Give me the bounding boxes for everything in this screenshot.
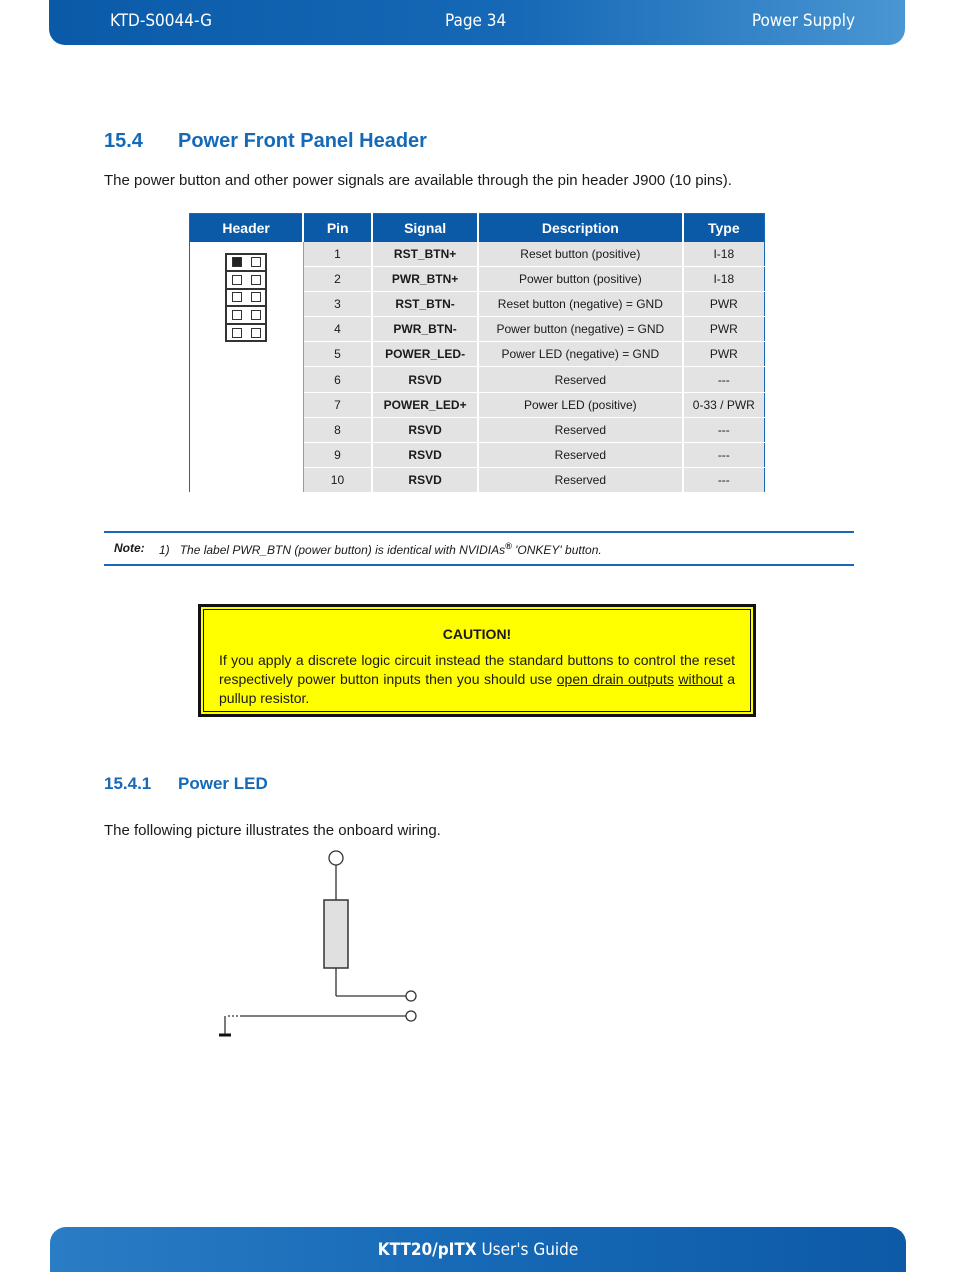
pin-1-square	[232, 257, 242, 267]
guide-label: User's Guide	[476, 1240, 579, 1260]
description-cell: Reset button (negative) = GND	[478, 292, 683, 317]
page-header	[49, 0, 905, 45]
resistor	[324, 900, 348, 968]
product-name: KTT20/pITX	[377, 1240, 477, 1260]
pin-table	[189, 213, 765, 493]
signal-cell: RST_BTN-	[372, 292, 478, 317]
caution-underline-1: open drain outputs	[556, 671, 674, 687]
pin-5-square	[232, 292, 242, 302]
pin-cell: 9	[303, 442, 372, 467]
subsection-heading	[104, 774, 268, 794]
top-terminal	[329, 851, 343, 865]
pin-cell: 8	[303, 417, 372, 442]
col-type: Type	[683, 214, 765, 242]
subsection-number: 15.4.1	[104, 774, 152, 793]
pin-cell: 5	[303, 342, 372, 367]
led-plus-terminal	[406, 991, 416, 1001]
subsection-text: The following picture illustrates the onboard wiring.	[104, 822, 441, 839]
note-label: Note:	[114, 541, 145, 555]
caution-box	[198, 604, 756, 717]
pin-4-square	[251, 275, 261, 285]
registered-mark: ®	[505, 541, 512, 551]
pin-cell: 1	[303, 242, 372, 267]
type-cell: I-18	[683, 267, 765, 292]
signal-cell: RSVD	[372, 442, 478, 467]
table-header-row	[190, 214, 765, 242]
led-minus-terminal	[406, 1011, 416, 1021]
pin-6-square	[251, 292, 261, 302]
type-cell: ---	[683, 417, 765, 442]
description-cell: Power LED (negative) = GND	[478, 342, 683, 367]
pin-cell: 7	[303, 392, 372, 417]
signal-cell: PWR_BTN-	[372, 317, 478, 342]
caution-title: CAUTION!	[442, 626, 512, 642]
description-cell: Power LED (positive)	[478, 392, 683, 417]
signal-cell: POWER_LED-	[372, 342, 478, 367]
header-diagram-cell	[190, 242, 304, 493]
subsection-title: Power LED	[178, 774, 268, 793]
type-cell: I-18	[683, 242, 765, 267]
signal-cell: PWR_BTN+	[372, 267, 478, 292]
pin-8-square	[251, 310, 261, 320]
description-cell: Reset button (positive)	[478, 242, 683, 267]
signal-cell: RST_BTN+	[372, 242, 478, 267]
section-title: Power Front Panel Header	[178, 130, 427, 152]
pin-2-square	[251, 257, 261, 267]
type-cell: ---	[683, 367, 765, 392]
type-cell: PWR	[683, 342, 765, 367]
description-cell: Power button (negative) = GND	[478, 317, 683, 342]
note-text-before: The label PWR_BTN (power button) is identical with NVIDIAs	[179, 543, 506, 557]
col-signal: Signal	[372, 214, 478, 242]
page-footer	[50, 1227, 906, 1272]
pin-10-square	[251, 328, 261, 338]
pin-3-square	[232, 275, 242, 285]
section-heading	[104, 130, 427, 153]
col-description: Description	[478, 214, 683, 242]
description-cell: Reserved	[478, 467, 683, 492]
type-cell: ---	[683, 442, 765, 467]
description-cell: Power button (positive)	[478, 267, 683, 292]
pin-cell: 4	[303, 317, 372, 342]
caution-body	[219, 651, 735, 708]
signal-cell: RSVD	[372, 467, 478, 492]
section-intro: The power button and other power signals are available through the pin header J900 (10 pins).	[104, 172, 732, 189]
caution-text-3: a pullup resistor.	[219, 671, 735, 706]
description-cell: Reserved	[478, 417, 683, 442]
pin-cell: 3	[303, 292, 372, 317]
type-cell: PWR	[683, 317, 765, 342]
section-name: Power Supply	[751, 11, 855, 31]
table-row	[190, 242, 765, 267]
type-cell: PWR	[683, 292, 765, 317]
type-cell: ---	[683, 467, 765, 492]
signal-cell: RSVD	[372, 367, 478, 392]
note-index: 1)	[159, 543, 170, 557]
signal-cell: POWER_LED+	[372, 392, 478, 417]
section-number: 15.4	[104, 130, 143, 152]
note-text	[159, 541, 602, 557]
type-cell: 0-33 / PWR	[683, 392, 765, 417]
page-number: Page 34	[445, 11, 507, 31]
col-pin: Pin	[303, 214, 372, 242]
pin-7-square	[232, 310, 242, 320]
pin-cell: 10	[303, 467, 372, 492]
note-text-after: 'ONKEY' button.	[511, 543, 602, 557]
power-led-wiring-diagram	[210, 845, 430, 1045]
caution-underline-2: without	[678, 671, 723, 687]
pin-9-square	[232, 328, 242, 338]
description-cell: Reserved	[478, 367, 683, 392]
doc-id: KTD-S0044-G	[110, 11, 212, 31]
pin-cell: 6	[303, 367, 372, 392]
signal-cell: RSVD	[372, 417, 478, 442]
col-header: Header	[190, 214, 304, 242]
pin-header-diagram	[225, 253, 267, 343]
description-cell: Reserved	[478, 442, 683, 467]
note-box	[104, 531, 854, 566]
pin-cell: 2	[303, 267, 372, 292]
caution-text-1: If you apply a discrete logic circuit instead the standard buttons to control the reset respectively power button inputs then you should use	[219, 652, 735, 687]
